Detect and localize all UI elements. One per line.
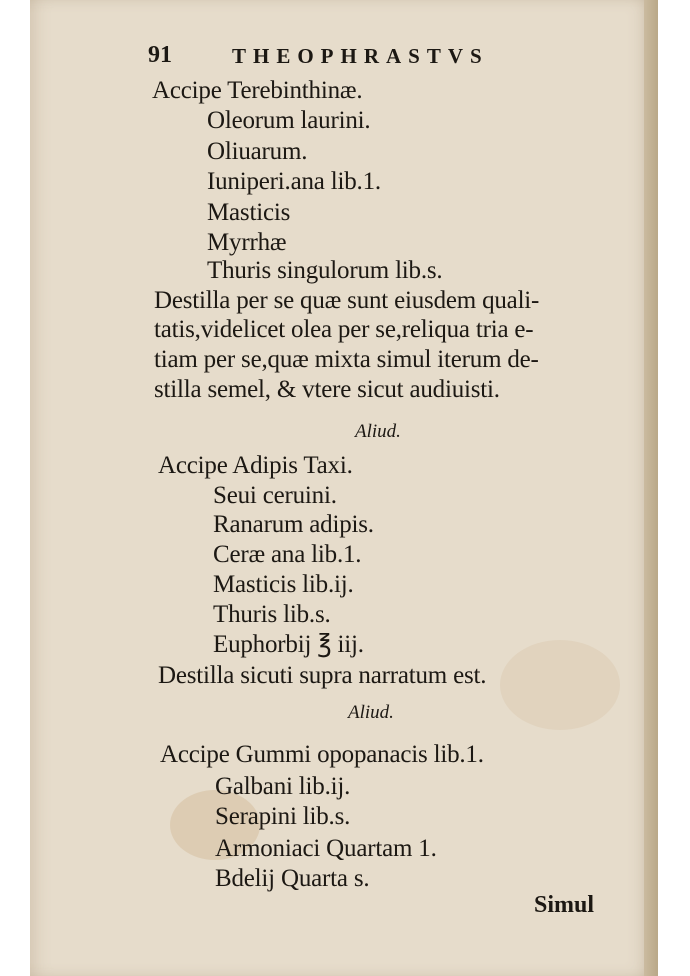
catchword: Simul [534, 892, 595, 918]
recipe-line: Masticis [207, 199, 291, 226]
recipe-line: Thuris lib.s. [213, 601, 331, 628]
section-heading: Aliud. [355, 421, 401, 442]
folio-number: 91 [148, 42, 172, 68]
recipe-line: Iuniperi.ana lib.1. [207, 168, 381, 195]
recipe-line: Oliuarum. [207, 138, 308, 165]
recipe-line: Accipe Terebinthinæ. [152, 77, 363, 104]
recipe-line: Armoniaci Quartam 1. [215, 835, 437, 862]
section-heading: Aliud. [348, 702, 394, 723]
recipe-line: Thuris singulorum lib.s. [207, 257, 443, 284]
body-line: tatis,videlicet olea per se,reliqua tria e- [154, 316, 534, 343]
recipe-line: Euphorbij ℥ iij. [213, 631, 364, 658]
recipe-line: Accipe Gummi opopanacis lib.1. [160, 741, 484, 768]
recipe-line: Accipe Adipis Taxi. [158, 452, 353, 479]
recipe-line: Oleorum laurini. [207, 107, 371, 134]
recipe-line: Ceræ ana lib.1. [213, 541, 362, 568]
recipe-line: Myrrhæ [207, 229, 287, 256]
recipe-line: Seui ceruini. [213, 482, 337, 509]
body-line: Destilla sicuti supra narratum est. [158, 662, 487, 689]
recipe-line: Ranarum adipis. [213, 511, 374, 538]
running-title: THEOPHRASTVS [232, 44, 489, 68]
recipe-line: Serapini lib.s. [215, 803, 351, 830]
body-line: stilla semel, & vtere sicut audiuisti. [154, 376, 500, 403]
recipe-line: Bdelij Quarta s. [215, 865, 370, 892]
recipe-line: Galbani lib.ij. [215, 773, 351, 800]
recipe-line: Masticis lib.ij. [213, 571, 354, 598]
body-line: Destilla per se quæ sunt eiusdem quali- [154, 287, 540, 314]
body-line: tiam per se,quæ mixta simul iterum de- [154, 346, 539, 373]
paper-stain [500, 640, 620, 730]
